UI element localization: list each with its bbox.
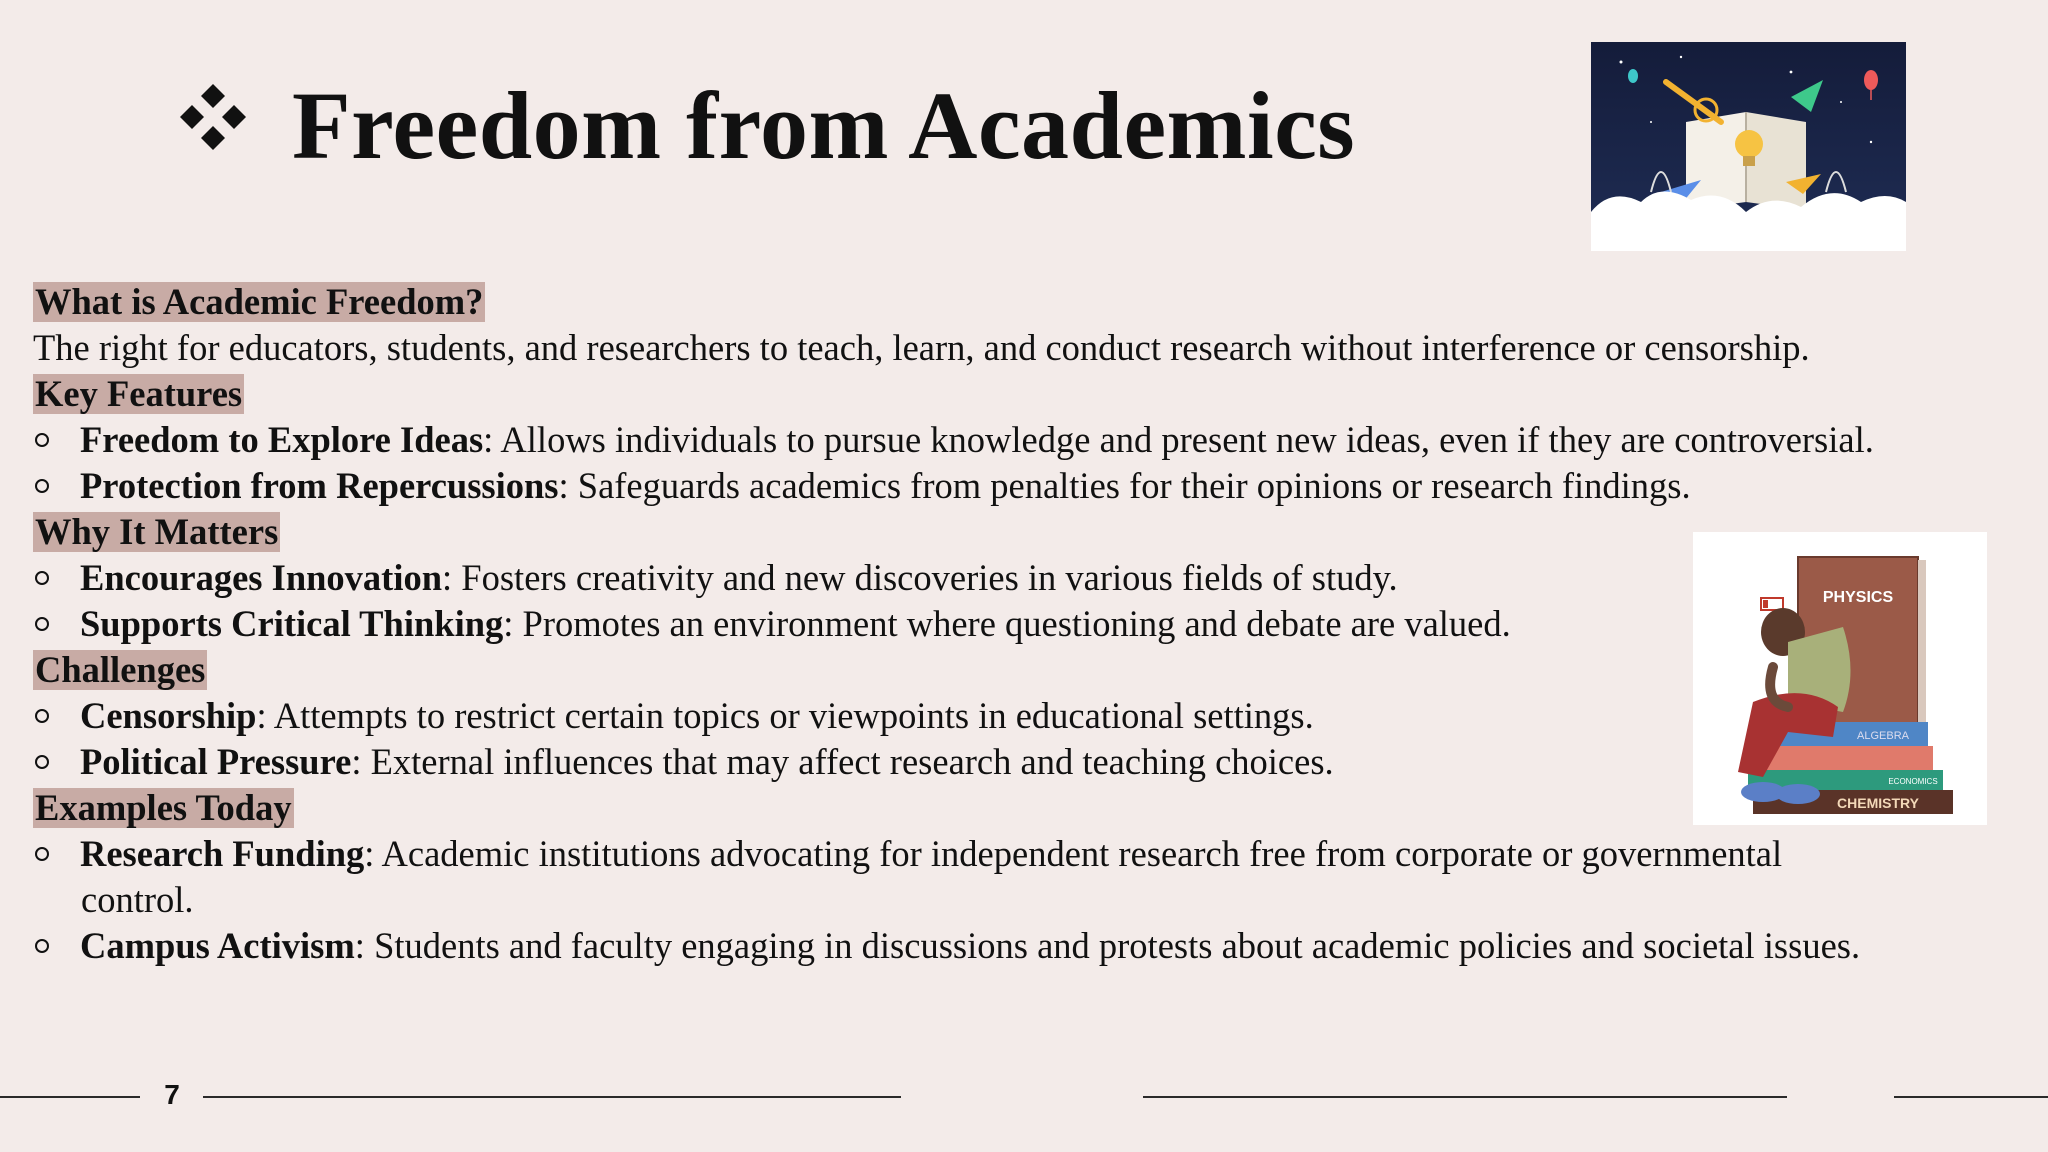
open-book-illustration — [1591, 42, 1906, 251]
item-description: : Safeguards academics from penalties for their opinions or research findings. — [558, 465, 1691, 506]
section-examples — [33, 785, 2023, 831]
hollow-circle-bullet-icon — [35, 617, 49, 631]
item-term: Freedom to Explore Ideas — [80, 419, 484, 460]
four-diamond-bullet-icon — [178, 82, 248, 152]
hollow-circle-bullet-icon — [35, 755, 49, 769]
section-why — [33, 509, 2023, 555]
hollow-circle-bullet-icon — [35, 939, 49, 953]
list-item — [33, 693, 2023, 739]
heading-examples-today: Examples Today — [35, 787, 292, 828]
footer-divider — [1143, 1096, 1787, 1098]
hollow-circle-bullet-icon — [35, 433, 49, 447]
list-item — [33, 923, 2023, 969]
page-number: 7 — [164, 1079, 180, 1110]
item-term: Protection from Repercussions — [80, 465, 559, 506]
footer-divider — [203, 1096, 901, 1098]
slide-content — [33, 279, 2023, 969]
algebra-label: ALGEBRA — [1857, 730, 1909, 742]
list-item — [33, 739, 2023, 785]
list-item — [33, 417, 2023, 463]
section-challenges — [33, 647, 2023, 693]
item-term: Political Pressure — [80, 741, 352, 782]
item-description: : External influences that may affect research and teaching choices. — [351, 741, 1334, 782]
item-description: : Promotes an environment where questioning and debate are valued. — [503, 603, 1511, 644]
list-item — [33, 601, 2023, 647]
item-term: Campus Activism — [80, 925, 355, 966]
hollow-circle-bullet-icon — [35, 847, 49, 861]
item-description: : Attempts to restrict certain topics or viewpoints in educational settings. — [256, 695, 1314, 736]
footer-divider — [1894, 1096, 2048, 1098]
title-row — [178, 72, 1356, 179]
item-description-continuation: control. — [81, 879, 194, 920]
economics-label: ECONOMICS — [1888, 777, 1938, 786]
chemistry-label: CHEMISTRY — [1837, 795, 1919, 811]
definition-text: The right for educators, students, and researchers to teach, learn, and conduct research without interference or censorship. — [33, 327, 1810, 368]
item-term: Encourages Innovation — [80, 557, 443, 598]
list-item — [33, 555, 2023, 601]
item-description: : Allows individuals to pursue knowledge and present new ideas, even if they are controversial. — [483, 419, 1874, 460]
item-description: : Fosters creativity and new discoveries in various fields of study. — [442, 557, 1398, 598]
heading-challenges: Challenges — [35, 649, 206, 690]
section-key-features — [33, 371, 2023, 417]
item-description: : Academic institutions advocating for independent research free from corporate or governmental — [364, 833, 1783, 874]
hollow-circle-bullet-icon — [35, 571, 49, 585]
item-term: Research Funding — [80, 833, 365, 874]
heading-what-is-academic-freedom: What is Academic Freedom? — [35, 281, 484, 322]
item-term: Censorship — [80, 695, 257, 736]
slide-title: Freedom from Academics — [292, 72, 1356, 179]
heading-key-features: Key Features — [35, 373, 243, 414]
hollow-circle-bullet-icon — [35, 479, 49, 493]
heading-why-it-matters: Why It Matters — [35, 511, 279, 552]
list-item — [33, 463, 2023, 509]
physics-label: PHYSICS — [1822, 589, 1894, 606]
item-description: : Students and faculty engaging in discussions and protests about academic policies and societal issues. — [354, 925, 1861, 966]
item-term: Supports Critical Thinking — [80, 603, 504, 644]
hollow-circle-bullet-icon — [35, 709, 49, 723]
list-item — [33, 831, 2023, 877]
footer-divider — [0, 1096, 140, 1098]
section-what — [33, 279, 2023, 325]
